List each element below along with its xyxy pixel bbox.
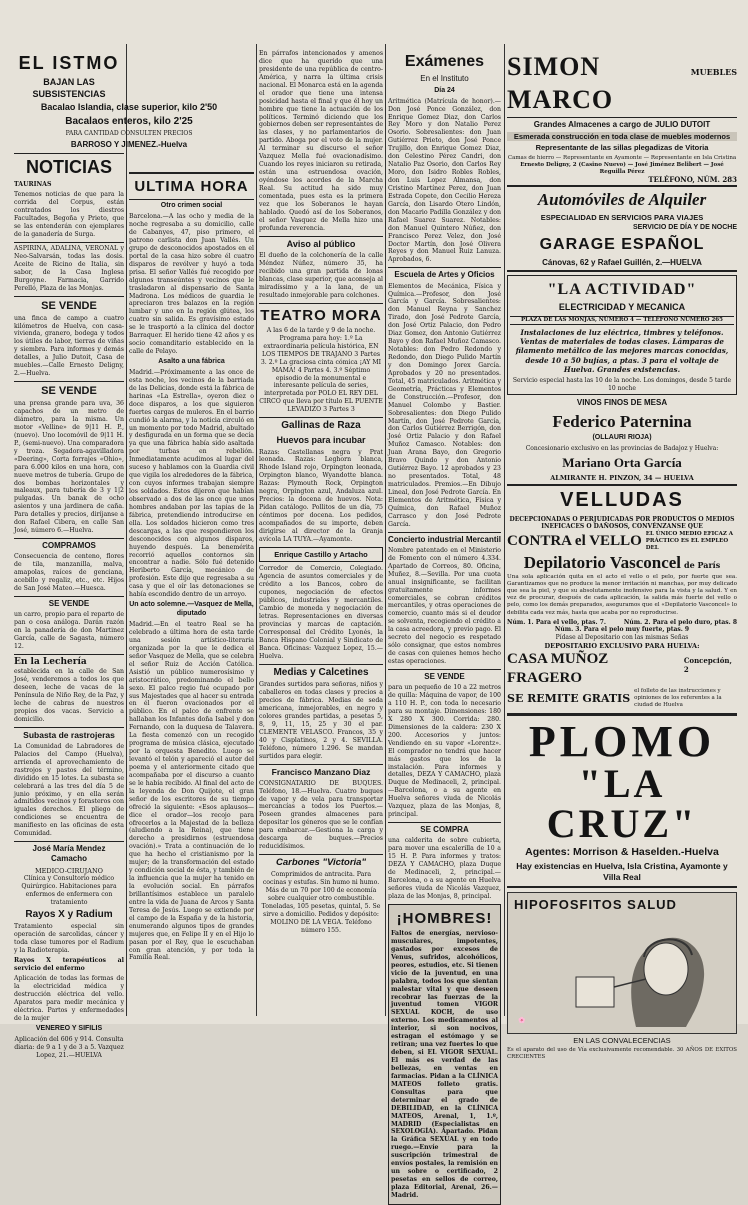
hombres-text: Faltos de energías, nervioso-musculares, impotentes, gastados por excesos de Venus, sufridos, alcohólicos, peores, estudios, etc. Si tienen vicio de la juventud, en una palabra, todos los que sientan malestar vital y que deseen recobrar las fuerzas de la juventud tomen VIGOR SEXUAL KOCH, de uso externo. Los medicamentos al interior, si son nocivos, estragan el estómago y se retiran; una vez fuertes lo que deben, si EL VIGOR SEXUAL. El más es verdad de las bellezas, en ventas en farmacias. Pidan a la CLÍNICA MATEOS folleto gratis. Consultas para que determinar el grado de DEBILIDAD, en la CLÍNICA MATEOS, Arenal, 1, 1.º, MADRID (Especialistas en SEXOLOGÍA). Apartado. Pidan la Gráfica SEXUAL y en todo ruego.—Envíe para la suscripción trimestral de envíos postales, la remisión en un sobre o certificado, 2 pesetas en sellos de correo, plaza Editorial, Arenal, 26.—Madrid. (391, 930, 498, 1199)
aviso-text: El dueño de la colchonería de la calle Méndez Núñez, número 35, ha recibido una gran partida de lonas blancas, clase superior, que aconseja al miradíssimo y a la lana, de un resultado inmejorable para colchones. (259, 252, 383, 299)
simon-text-4: Ernesto Deligny, 2 (Casino Nuevo) — José Jiménez Belibert — José Reguilla Pérez (520, 161, 724, 176)
remite-heading: SE REMITE GRATIS (507, 691, 631, 705)
column-rule (126, 44, 127, 1016)
se-vende-text: una prensa grande para uva, 36 capachos de un metro de diámetro, para la misma. Un motor «Velline» de 9|11 H. P., (nuevo). Uno locomóvil de 9|11 H. P., (semi-nuevo). Una comparadora y troza. Segadora-agavilladora «Deering», Corta forrajes «Ohio», para 6.000 kilos en una hora, con nueve metros de tubería. Grupo de dos bombas horizontales y maleaux, para tubería de 3 y 1|2 pulgadas. Un banak de ocho asientos y una jardinera de caña. Para detalles y precios, diríjanse a don Rafael Cibera, en calle San José, número 6.—Huelva. (14, 400, 125, 535)
aspirina-ad: ASPIRINA, ADALINA, VERONAL y Neo-Salvarsán, todas las dosis. Aceite de Ricino de Italia, sin sabor, de la Casa Inglesa Burgoyne. Farmacia, Garrido Perelló, Plaza de las Monjas. (14, 242, 124, 293)
column-rule (504, 44, 505, 1016)
la-cruz-heading: "LA CRUZ" (546, 760, 698, 846)
woman-illustration (516, 917, 726, 1029)
aviso-heading: Aviso al público (259, 236, 383, 251)
orta-address: ALMIRANTE H. PINZON, 34 — HUELVA (507, 474, 737, 486)
lecheria-heading: En la Lechería (14, 654, 124, 669)
garage-heading: GARAGE ESPAÑOL (539, 236, 705, 254)
existencias-text: Hay existencias en Huelva, Isla Cristina, Ayamonte y Villa Real (507, 861, 737, 888)
agentes-text: Agentes: Morrison & Haselden.-Huelva (525, 845, 719, 858)
se-vende-heading: SE VENDE (14, 381, 124, 398)
column-2 (129, 170, 254, 1018)
plomo-heading: PLOMO (528, 716, 716, 766)
camacho-heading: José María Mendez Camacho (14, 841, 124, 864)
hipofosfitos-text: Es el aparato del uso de Vía exclusivamente recomendable. 30 AÑOS DE EXITOS CRECIENTES (507, 1047, 737, 1061)
price-3: Núm. 3. Para el pelo muy fuerte, ptas. 9 (554, 626, 690, 634)
column-3 (259, 50, 383, 1018)
simon-telefono: TELÉFONO, NÚM. 283 (507, 176, 737, 187)
subasta-text: La Comunidad de Labradores de Palacios del Campo (Huelva), arrienda el aprovechamiento de rastrojos y pastos del término, dividido en 15 lotes. La subasta se celebrará a las tres del día 5 de junio próximo, y en ella serán admitidos vecinos y forasteros con iguales derechos. El pliego de condiciones se encuentra de manifiesto en las oficinas de esta Comunidad. (14, 742, 124, 838)
artes-heading: Escuela de Artes y Oficios (388, 267, 501, 280)
simon-marco-title: SIMON MARCO (507, 52, 614, 115)
actividad-text: Instalaciones de luz eléctrica, timbres y teléfonos. Ventas de materiales de todas clases. Lámparas de filamento metálico de las mejores marcas conocidas, desde 10 a 50 bujías, a ptas. 3 para el voltaje de Huelva. Grandes existencias. (515, 328, 729, 374)
crimen-text: Barcelona.—A las ocho y media de la noche regresaba a su domicilio, calle de Cabanyes, 47, piso primero, el patrono carlista don Juan Vallés. Un grupo de desconocidos apostados en el portal de la casa hizo sobre él cuatro disparos de revólver y huyó a toda prisa. El señor Vallés fué recogido por algunos transeúntes y vecinos que le trasladaron al dispensario de Santa Madrona. Los médicos de guardia le apreciaron tres balazos en la región lumbar y uno en la región glútea, los cuatro sin salida. Es gravísimo estado se le trasportó a la clínica del doctor Barraquer. El herido tiene 42 años y es socio comanditario establecido en la calle de Pelayo. (129, 213, 254, 356)
gallinas-text: Razas: Castellanas negra y Prat leonada. Razas: Leghorn blanca, Rhode Island rojo, Orpington leonada, Orpington blanco, Wyandotte blanca. Razas: Plymouth Rock, Orpington negra, Orpington azul, Andaluza azul. Precios: la docena de huevos. Nota: Pidan catálogo. Pollitos de un día, 75 céntimos por docena. Los pedidos, acompañados de su importe, deben dirigirse al director de la Granja avícola LA TUYA.—Ayamonte. (259, 448, 383, 543)
bacalao-line-3: PARA CANTIDAD CONSULTEN PRECIOS (65, 130, 193, 138)
rayos-text: Tratamiento especial sin operación de sarcolidas, cáncer y toda clase tumores por el Radium y la Radioterapia. (14, 923, 124, 955)
actividad-heading: "LA ACTIVIDAD" (547, 281, 697, 298)
teatro-mora-heading: TEATRO MORA (259, 303, 383, 325)
barroso-firm: BARROSO Y JIMENEZ.-Huelva (70, 140, 188, 150)
velludas-heading: VELLUDAS (560, 489, 684, 511)
mella-heading: Un acto solemne.—Vasquez de Mella, diputado (129, 601, 254, 618)
instituto-heading: En el Instituto (420, 74, 469, 84)
velludas-sub: DECEPCIONADAS O PERJUDICADAS POR PRODUCTOS O MEDIOS INEFICACES O DAÑOSOS, CONVÉNZANSE QUE (509, 515, 735, 531)
castillo-text: Corredor de Comercio, Colegiado. Agencia de asuntos comerciales y de crédito a los Bancos, cobro de cupones, negociación de efectos públicos, industriales y mercantiles. Cambio de moneda y negociación de letras. Representaciones en diversas provincias y marcas de captación. Corresponsal del Crédito Lyonés, la Banca Hispano Colonial y Sindicato de Banca. Oficinas: Vazquez Lopez, 15.—Huelva. (259, 565, 383, 660)
fabrica-heading: Asalto a una fábrica (158, 358, 225, 366)
compramos-text: Consecuencia de centeno, flores de tila, manzanilla, malva, amapolas, raíces de genciana, acebillo y regaliz, etc., etc. Hijos de San José Mateo.—Huesca. (14, 553, 124, 593)
hipofosfitos-ad (507, 892, 737, 1034)
huevos-heading: Huevos para incubar (276, 435, 366, 445)
ollauri-label: (OLLAURI RIOJA) (592, 434, 652, 442)
castillo-heading: Enrique Castillo y Artacho (259, 547, 383, 563)
medias-heading: Medias y Calcetines (259, 664, 383, 680)
casa-row (507, 650, 737, 688)
venereo-text: Aplicación del 606 y 914. Consulta diaria: de 9 a 1 y de 3 a 5. Vazquez Lopez, 21.—HUELVA (14, 1035, 124, 1059)
actividad-address: PLAZA DE LAS MONJAS, NÚMERO 4 — TELÉFONO NÚMERO 265 (510, 316, 734, 325)
remite-text: el folleto de las instrucciones y opiniones de los referentes a la ciudad de Huelva (634, 688, 722, 709)
se-vende-text: una finca de campo a cuatro kilómetros de Huelva, con casa-vivienda, granero, bodega y todos los útiles de labor, tierras de viñas y siembra. Para informes y demás detalles, a Julio Dutoit, Casa de muebles.—Calle Ernesto Deligny, 2.—Huelva. (14, 314, 124, 378)
remite-row (507, 688, 737, 715)
rayos2-text: Aplicación de todas las formas de la electricidad médica y destrucción eléctrica del vello. Aparatos para medir mecánica y eléctrica. Partos y enfermedades de la mujer (14, 975, 124, 1022)
ultima-hora-heading: ULTIMA HORA (129, 172, 254, 200)
se-compra-text: una calderita de sobre cubierta, para mover una escalerilla de 10 a 15 H. P. Para informes y tratos: DEZA Y CAMACHO, plaza Duque de Medinaceli, 2, principal.—Barcelona, o a su agente en Huelva señores viuda de Nicolás Vazquez, plaza de las Monjas, 8, principal. (388, 837, 501, 900)
hipofosfitos-heading: HIPOFOSFITOS SALUD (514, 896, 677, 912)
muebles-label: MUEBLES (690, 67, 737, 77)
camacho-text: Clínica y Consultorio médico Quirúrgico. Habitaciones para enfermos de enfermera con tratamiento (21, 874, 117, 906)
hombres-ad (388, 904, 501, 1205)
simon-text-1: Esmerada construcción en toda clase de muebles modernos (507, 132, 737, 142)
subsistencias-heading: BAJAN LAS SUBSISTENCIAS (32, 77, 106, 99)
manzano-text: CONSIGNATARIO DE BUQUES. Teléfono, 18.—Huelva. Cuatro buques de vapor y de vela para transportar mercancías a todos los Puertos.—Poseen grandes almacenes para depositar los géneros que se le confían para embarcar.—Gestiona la carga y descarga de buques.—Precios reducidísimos. (259, 779, 383, 851)
mella-text: Madrid.—En el teatro Real se ha celebrado a última hora de esta tarde una sesión artístico-literaria organizada por la que le dedica el señor Vasquez de Mella, que se celebra el señor Ruiz de Acción Católica. Asistió un público numerosísimo y aristocrático, predominando el bello sexo. El palco regio fué ocupado por sus Majestades que al hacer su entrada en él fueron ovacionados por el público. En el palco de enfrente se hallaban los Infantes doña Isabel y don Fernando, con la duquesa de Talavera. La fiesta comenzó con un recogido programa de música clásica, ejecutado por la orquesta Benedito. Luego se levantó el telón y apareció el autor del poema y el anteriormente citado que acompañaba por el discurso a cuanto se le había recibido. Al final del acto de la leyenda de Don Quijote, el gran señor de los escritores de su tiempo ofreció la siguiente: «Esos aplausos—dice el orador—los recojo para ofrecerlos a la Majestad de la belleza (aludiendo a la Reina), que tiene derecho a presidirnos (estruendosa ovación).» Trata a continuación de lo que ha hecho el cristianismo por la mujer; de la transformación del estado y condición social de ésta, y también de la influencia que la mujer ha tenido en la evolución social. En párrafos brillantísimos establece un paralelo entre la vida de Juana de Arcos y Santa Teresa de Jesús. Luego se extiende por el campo de la España y de la historia, enumerando algunos tipos de grandes mujeres que, en Felipe II y en el Hijo lo pasan por el Rey, que le escuchaban con gran atención, y por toda la Familia Real. (129, 621, 254, 962)
depositario-label: DEPOSITARIO EXCLUSIVO PARA HUELVA: (544, 641, 700, 650)
column-4 (388, 50, 501, 1199)
se-vende-heading: SE VENDE (14, 296, 124, 313)
mella-continued: En párrafos intencionados y amenos dice que ha querido que una presidente de una república de centro-América, y narra la última crisis nacional. El Monarca está en la agenda el orador que tiene una intensa posicidad hasta el final y que él hoy un hombre que tiene la actuación de los políticos. Terminó diciendo que los gobiernos deben ser representantes de las clases, y no parlamentarios de partido. Aboga por el voto de la mujer. Al terminar su discurso el señor Vazquez Mella fué ovacionadísimo. Cuando los reyes iniciaron su retirada, están una estruendosa ovación, oyéndose los acordes de la Marcha Real. Su actitud ha sido muy comentada, pues esta es la primera vez que los Soberanos le hayan hablado. Quedó así de los Soberanos, el señor Vasquez de Mella hizo una profunda reverencia. (259, 50, 383, 232)
convalecencias-label: EN LAS CONVALECENCIAS (573, 1035, 671, 1045)
lecheria-text: establecida en la calle de San José, venderemos a todos los que deseen, leche de vacas de la Península de Niño Rey, de la Paz, y leche de cabras de nuestros propios dos vacas. Servicio a domicilio. (14, 668, 124, 724)
simon-marco-header (507, 50, 737, 118)
se-compra-heading: SE COMPRA (388, 822, 501, 835)
se-vende-heading: SE VENDE (14, 596, 124, 609)
price-2: Núm. 2. Para el pelo duro, ptas. 8 (623, 618, 737, 626)
alquiler-sub: ESPECIALIDAD EN SERVICIOS PARA VIAJES (540, 212, 704, 222)
dia-heading: Día 24 (434, 86, 455, 94)
simon-text-3: Camas de hierro — Representante en Ayamonte — Representante en Isla Cristina (507, 154, 737, 161)
depilatorio-text: Una sola aplicación quita en el acto el vello o el pelo, por fuerte que sea. Garantizamos que no produce la menor irritación ni manchas, por muy delicado que sea la piel, y que su absolutamente inofensivo para la vista y la salud. Y en vez de procurar, después de cada aplicación, la salida más fuerte del vello o pelo, como los demás preparados, aseguramos que el «Depilatorio Vasconcel» lo debilita cada vez más, hasta que acaba por no reproducirse. (507, 573, 737, 616)
artes-text: Elementos de Mecánica, Física y Química.—Profesor, don José García y García. Sobresalientes: don Manuel Reyna y Sanchez Tirado, don José Pedrote García, don José Ortiz Palacio, don Pedro Diaz Gomez, don Antonio Gutiérrez Bayo y don Rafael Muñoz Camasco. Notables: don Pedro Redondo y Redondo, don Diego Pulido Martín y don Domingo Jorex García. Aprobados y 20 no presentados. Total, 45 matriculados. Aritmética y Geometría, Prácticas y Elementos de Construcción.—Profesor, don Manuel Colombo y Bastier. Sobresalientes: don Diego Pulido Martín, don José Pedrote García, don Carlos Gutiérrez Berrigón, don José Ortiz Palacio y don Rafael Muñoz Camasco. Notables: don Juan Arana Bayo, don Gregorio Bravo Quindo y don Antonio Gutiérrez Bayo. 12 aprobados y 23 no presentados. Total, 48 matriculados. Premios.—En Dibujo Lineal, don José Pedrote García. En Elementos de Aritmética, Física y Química, don Rafael Muñoz Carrasco y don José Pedrote García. (388, 282, 501, 528)
fabrica-text: Madrid.—Próximamente a las once de esta noche, los vecinos de la barriada de las Delicias, donde está la fábrica de harinas «La Estrella», oyeron diez o doce disparos, a los que siguieron fuertes cargas de muleros. En el barrio cundió la alarma, y la noticia circuló en un momento por todo Madrid, abultado y desfigurada en un forma que se decía ya que una fábrica había sido asaltada por turbas en rebelión. Inmediatamente acudimos al lugar del suceso y hablamos con la Guardia civil que vigila los alrededores de la fábrica, con cuyos informes trabajan siempre los soldados. Estos dijeron que habían observado a dos de las once que unos hombres andaban por las tapias de la fábrica, pretendiendo introducirse en ella. Los soldados hicieron como tres descargas, a las que respondieron los desconocidos con algunos disparos, huyendo después. La benemérita recorrió aquellos contornos sin encontrar a nadie. Sólo fué detenido Heriberto García, mecánico de profesión. Este dijo que regresaba a su casa y que el oír las detonaciones se había escondido dentro de un arroyo. (129, 368, 254, 599)
column-5 (507, 50, 737, 1061)
pidase-text: Pídase al Depositario con las mismas Señas (555, 634, 689, 642)
simon-text-2: Representante de las sillas plegadizas de Vitoria (535, 143, 709, 153)
de-paris-label: de París (684, 560, 721, 571)
manzano-heading: Francisco Manzano Diaz (259, 764, 383, 778)
camacho-sub: MEDICO-CIRUJANO (35, 866, 103, 875)
actividad-ad (507, 275, 737, 395)
subasta-heading: Subasta de rastrojeras (14, 727, 124, 741)
se-vende-text: un carro, propio para el reparto de pan o cosa análoga. Darán razón en la panadería de don Martinez García, calle de Sagasta, número 12. (14, 611, 124, 650)
compramos-heading: COMPRAMOS (14, 538, 124, 551)
column-rule (385, 44, 386, 1016)
taurinas-heading: TAURINAS (14, 181, 52, 189)
carbones-text: Comprimidos de antracita. Para cocinas y estufas. Sin humo ni humo. Más de un 70 por 100 de economía sobre cualquier otro combustible. Toneladas, 105 pesetas, quintal, 5. Se sirve a domicilio. Pedidos y depósito: MOLINO DE LA VEGA. Teléfono número 155. (261, 871, 381, 934)
concierto-text: Nombre patentado en el Ministerio de Fomento con el número 4.334. Apartado de Correos, 80. Oficina, Muñez, 8.—Sevilla. Por una cuota anual insignificante, se facilitan gratuitamente informes comerciales, se cobran créditos mercantiles, y otras operaciones de comercio, cuanto más si el deudor se solventa, recogiendo el crédito a la casa acreedora, y previo pago. El secreto del negocio es respetado sólo consignar, que estos nombres de casas con quienes hemos hecho estas operaciones. (388, 546, 501, 665)
rayos-heading: Rayos X y Radium (25, 908, 113, 920)
actividad-sub: ELECTRICIDAD Y MECANICA (558, 302, 686, 313)
price-1: Núm. 1. Para el vello, ptas. 7. (507, 618, 607, 626)
contra-heading: CONTRA el VELLO (507, 532, 642, 549)
paternina-text: Concesionario exclusivo en las provincias de Badajoz y Huelva: (525, 445, 719, 453)
examenes-heading: Exámenes (404, 53, 485, 70)
taurinas-text: Tenemos noticias de que para la corrida del Corpus, están contratados los diestros Facultades, Begoña y Prieto, que se las entenderán con ejemplares de la ganadería de Surga. (14, 191, 124, 238)
se-vende-heading: SE VENDE (388, 669, 501, 682)
actividad-service: Servicio especial hasta las 10 de la noche. Los domingos, desde 5 tarde 10 noche (512, 377, 732, 392)
noticias-heading: NOTICIAS (14, 153, 124, 179)
alquiler-heading: Automóviles de Alquiler (537, 190, 707, 209)
alquiler-sub-2: SERVICIO DE DÍA Y DE NOCHE (633, 224, 737, 232)
exam-text: Aritmética (Matrícula de honor).—Don José Ponce González, don Enrique Gomez Diaz, don Carlos Rey Moro y don Natalio Perez Osorio. Sobresalientes: don Juan Gutiérrez Prieto, don José Ponce Trujillo, don Enrique Gomez Diaz, don Celestino Pérez Candri, don Natalio Paz Osorio, don Carlos Rey Moro, don Isidro Robles Robles, don Luis Lopez Almansa, don Cristino Martínez Perez, don Juan Estrada Copete, don Cecilio Hereza García, don Lisardo Otero Lindón, don Macario Padilla González y don Rafael Suarez Suarez. Notables: don Manuel Quintero Núñez, don Francisco Perez Velez, don José Doctor Martín, don José Olivera Reyes y don Manuel Ruiz Lanuza. Aprobados, 6. (388, 97, 501, 264)
contra-row (507, 531, 737, 552)
depilatorio-row (507, 552, 737, 574)
medias-text: Grandes surtidos para señoras, niños y caballeros en todas clases y precios a precios de fábrica. Medias de seda americana, inmejorables, en negro y colores grandes partidas, a pesetas 5, 8, 9, 11, 15, 25 y 30 el par. CLEMENTE VELASCO. Francos, 35 y 40 y Cisplatinos, 2 y 4. SEVILLA. Teléfono, número 1.296. Se mandan surtidos para elegir. (259, 681, 383, 760)
bacalao-line-2: Bacalaos enteros, kilo 2'25 (65, 115, 193, 127)
bacalao-line-1: Bacalao Islandia, clase superior, kilo 2'50 (40, 102, 218, 113)
teatro-program: A las 6 de la tarde y 9 de la noche. Programa para hoy: 1.º La extraordinaria película histórica, EN LOS TIEMPOS DE TRAJANO 3 Partes 3. 2.º La graciosa cinta cómica ¡AY MI MAMA! 4 Partes 4. 3.º Séptimo episodio de la monumental e interesante película de series, interpretada por POLO EL REY DEL CIRCO que lleva por título EL PUENTE LEVADIZO 3 Partes 3 (259, 326, 383, 414)
el-istmo-title: EL ISTMO (18, 53, 120, 73)
prices-row (507, 619, 737, 627)
carbones-heading: Carbones "Victoria" (259, 854, 383, 869)
simon-sub: Grandes Almacenes a cargo de JULIO DUTOIT (533, 119, 711, 129)
gallinas-heading: Gallinas de Raza (259, 417, 383, 433)
casa-heading: CASA MUÑOZ FRAGERO (507, 651, 609, 687)
paternina-heading: Federico Paternina (552, 411, 692, 431)
se-vende-text: para un pequeño de 10 a 22 metros de quilla: Máquina de vapor, de 100 a 110 H. P., con toda lo necesario para su montaje. Dimensiones: 180 X 280 X 300. Corrida: 280. Dimensiones de la caldera: 230 X 200. Accesorios y juntos: Vendiendo en su vapor «Lorentz». El comprador no tendrá que hacer más gastos que los de la instalación. Para informes y detalles, DEZA Y CAMACHO, plaza Duque de Medinaceli, 2, principal.—Barcelona, o a su agente en Huelva señores viuda de Nicolás Vazquez, plaza de las Monjas, 8, principal. (388, 684, 501, 819)
vinos-heading: VINOS FINOS DE MESA (576, 398, 668, 408)
garage-address: Cánovas, 62 y Rafael Guillén, 2.—HUELVA (507, 258, 737, 272)
orta-heading: Mariano Orta García (562, 455, 682, 471)
contra-sub: EL ÚNICO MEDIO EFICAZ A PRÁCTICO ES EL EMPLEO DEL (645, 530, 734, 551)
venereo-heading: VENEREO Y SIFILIS (35, 1024, 103, 1032)
rayos2-heading: Rayos X terapéuticos al servicio del enfermo (14, 957, 124, 973)
svg-text:🌸: 🌸 (518, 1016, 526, 1024)
hombres-heading: ¡HOMBRES! (396, 909, 493, 927)
column-rule (256, 44, 257, 1016)
concierto-heading: Concierto industrial Mercantil (388, 532, 501, 545)
casa-address: Concepción, 2 (683, 656, 732, 674)
crimen-heading: Otro crimen social (160, 202, 223, 210)
depilatorio-heading: Depilatorio Vasconcel (523, 553, 682, 573)
